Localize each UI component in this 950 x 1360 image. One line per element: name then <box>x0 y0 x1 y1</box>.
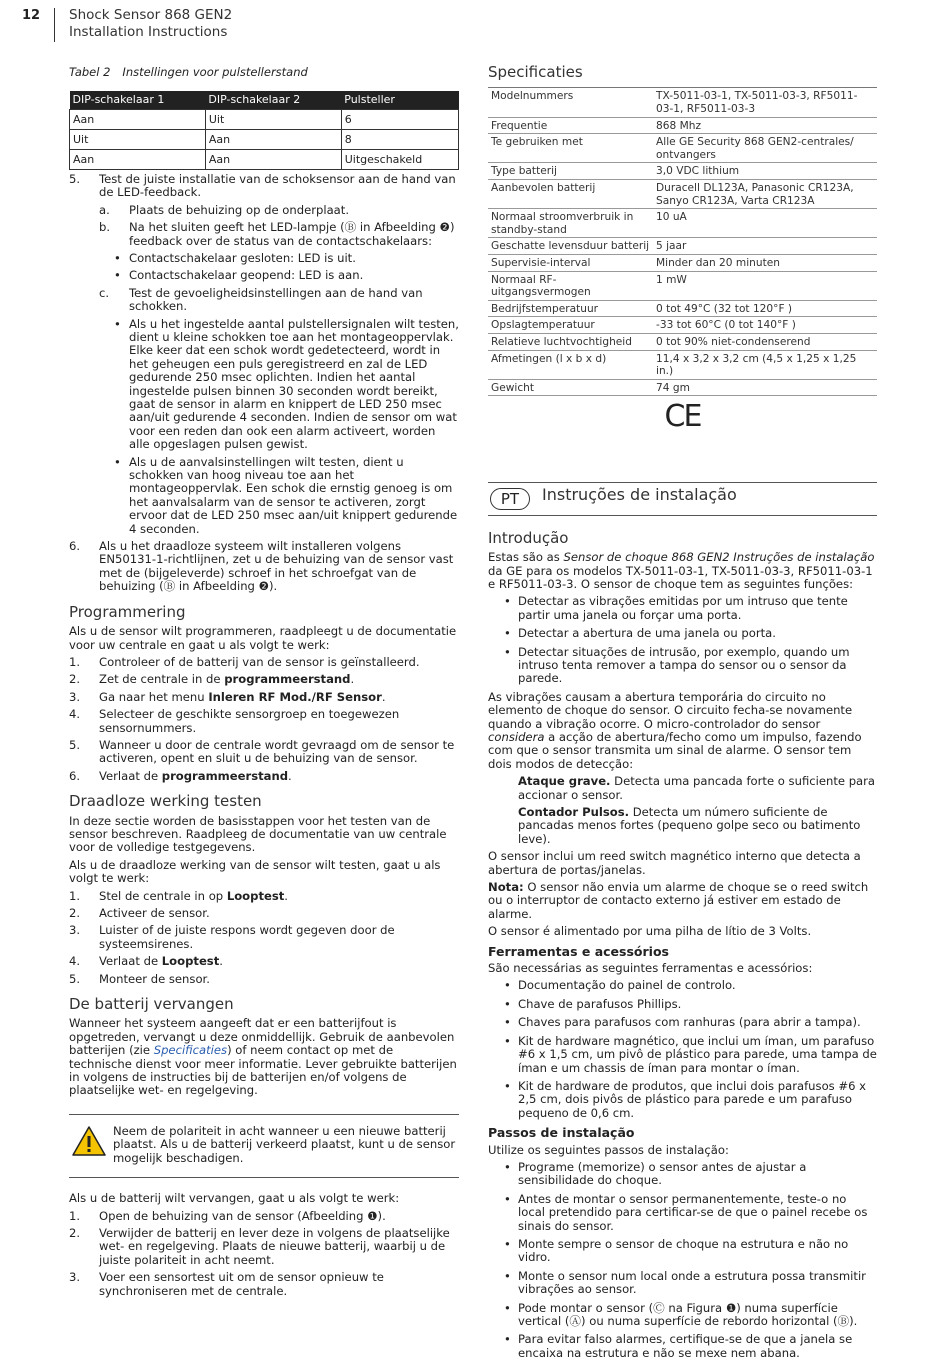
table-row: Aanbevolen batterij Duracell DL123A, Panasonic CR123A, Sanyo CR123A, Varta CR123A <box>488 179 877 208</box>
table-cell: 6 <box>341 109 458 129</box>
header-title: Shock Sensor 868 GEN2 <box>69 7 233 23</box>
paragraph: Als u de draadloze werking van de sensor wilt testen, gaat u als volgt te werk: <box>69 857 441 886</box>
table-cell: Uit <box>205 109 341 129</box>
language-section-header <box>488 482 877 516</box>
list-item: 6. Als u het draadloze systeem wilt installeren volgens EN50131-1-richtlijnen, zet u de behuizing van de sensor vast met de (bijgeleverde) schroef in het schroefgat van de behuizing (Ⓑ in Afbeelding ❷). <box>69 539 454 594</box>
specifications-table <box>488 87 877 396</box>
table-row <box>70 149 459 169</box>
list-item: • Pode montar o sensor (Ⓒ na Figura ❶) numa superfície vertical (Ⓐ) ou numa superfície de rebordo horizontal (Ⓑ). <box>488 1302 877 1329</box>
table-row <box>70 129 459 149</box>
list-item: • Para evitar falso alarmes, certifique-se de que a janela se encaixa na estrutura e não se mexe nem abana. <box>488 1333 877 1360</box>
list-item: 2. Zet de centrale in de programmeerstand. <box>69 672 355 687</box>
section-heading-specs: Specificaties <box>488 63 583 81</box>
table-row: Normaal RF-uitgangsvermogen 1 mW <box>488 271 877 300</box>
paragraph: O sensor inclui um reed switch magnético interno que detecta a abertura de portas/janelas. <box>488 849 861 877</box>
section-heading-testing: Draadloze werking testen <box>69 792 262 811</box>
list-item: 3. Luister of de juiste respons wordt gegeven door de systeemsirenes. <box>69 923 395 951</box>
list-item: 4. Selecteer de geschikte sensorgroep en toegewezen sensornummers. <box>69 707 400 735</box>
paragraph: Als u de batterij wilt vervangen, gaat u als volgt te werk: <box>69 1191 400 1206</box>
table-header-cell: DIP-schakelaar 1 <box>70 91 206 109</box>
table-row: Bedrijfstemperatuur 0 tot 49°C (32 tot 120°F ) <box>488 300 877 317</box>
paragraph: Wanneer het systeem aangeeft dat er een batterijfout is opgetreden, vervangt u deze onmiddellijk. Gebruik de aanbevolen batterijen (zie Specificaties) of neem contact op met de technische dienst voor meer informatie. Lever gebruikte batterijen in volgens de instructies bij de batterijen en/of volgens de plaatselijke wet- en regelgeving. <box>69 1016 457 1098</box>
list-item: • Contactschakelaar geopend: LED is aan. <box>69 269 459 282</box>
list-item: 5. Test de juiste installatie van de schoksensor aan de hand van de LED-feedback. <box>69 171 456 200</box>
install-steps <box>69 173 459 594</box>
table-cell: Aan <box>205 149 341 169</box>
table-row: Type batterij 3,0 VDC lithium <box>488 163 877 180</box>
paragraph: São necessárias as seguintes ferramentas e acessórios: <box>488 961 813 976</box>
list-item: 5. Wanneer u door de centrale wordt gevraagd om de sensor te activeren, opent en sluit u de behuizing van de sensor. <box>69 737 455 766</box>
list-item: • Antes de montar o sensor permanentemente, teste-o no local pretendido para certificar-se de que o painel recebe os sinais do sensor. <box>488 1193 877 1233</box>
page-number: 12 <box>22 8 41 23</box>
section-heading-tools: Ferramentas e acessórios <box>488 943 669 959</box>
list-item: • Monte o sensor num local onde a estrutura possa transmitir vibrações ao sensor. <box>488 1270 877 1297</box>
ce-mark-icon: CE <box>664 399 701 435</box>
section-heading-steps: Passos de instalação <box>488 1125 635 1141</box>
list-item: • Detectar a abertura de uma janela ou porta. <box>488 627 877 640</box>
table-row <box>70 109 459 129</box>
table-row: Relatieve luchtvochtigheid 0 tot 90% niet-condenserend <box>488 333 877 350</box>
paragraph: As vibrações causam a abertura temporária do circuito no elemento de choque do sensor. O circuito fecha-se novamente quando a vibração ocorre. O micro-controlador do sensor considera a acção de abertura/fecho como um impulso, fazendo com que o sensor transmita um sinal de alarme. O sensor tem dois modos de detecção: <box>488 689 862 771</box>
table-cell: Aan <box>70 149 206 169</box>
table-row: Opslagtemperatuur -33 tot 60°C (0 tot 140°F ) <box>488 317 877 334</box>
list-item: • Detectar situações de intrusão, por exemplo, quando um intruso tenta remover a tampa do sensor ou o sensor da parede. <box>488 646 877 686</box>
language-section-title: Instruções de instalação <box>542 484 737 504</box>
list-item: • Programe (memorize) o sensor antes de ajustar a sensibilidade do choque. <box>488 1161 877 1188</box>
table-row: Supervisie-interval Minder dan 20 minuten <box>488 254 877 271</box>
paragraph: Utilize os seguintes passos de instalação: <box>488 1142 729 1157</box>
list-item: 2. Activeer de sensor. <box>69 906 210 920</box>
section-heading-intro: Introdução <box>488 528 569 547</box>
paragraph: In deze sectie worden de basisstappen voor het testen van de sensor beschreven. Raadpleeg de documentatie van uw centrale voor de volledige testgegevens. <box>69 813 447 855</box>
list-item: 5. Monteer de sensor. <box>69 971 210 986</box>
list-item: • Detectar as vibrações emitidas por um intruso que tente partir uma janela ou forçar uma porta. <box>488 595 877 622</box>
warning-box <box>69 1114 459 1178</box>
list-item: b. Na het sluiten geeft het LED-lampje (Ⓑ in Afbeelding ❷) feedback over de status van de contactschakelaars: <box>99 220 455 248</box>
table-cell: Uit <box>70 129 206 149</box>
mode-description: Ataque grave. Detecta uma pancada forte o suficiente para accionar o sensor. <box>518 774 876 802</box>
table-header-row <box>70 91 459 109</box>
list-item: 3. Ga naar het menu Inleren RF Mod./RF Sensor. <box>69 689 386 704</box>
language-badge: PT <box>490 488 530 510</box>
table-row: Geschatte levensduur batterij 5 jaar <box>488 238 877 255</box>
table-row: Te gebruiken met Alle GE Security 868 GEN2-centrales/ ontvangers <box>488 134 877 163</box>
testing-steps <box>69 890 459 986</box>
list-item: c. Test de gevoeligheidsinstellingen aan de hand van schokken. <box>99 285 423 314</box>
table-row: Frequentie 868 Mhz <box>488 117 877 134</box>
table-cell: Aan <box>205 129 341 149</box>
list-item: • Kit de hardware magnético, que inclui um íman, um parafuso #6 x 1,5 cm, um pivô de plástico para parede, uma tampa de íman e um chassis de íman para montar o íman. <box>488 1035 877 1075</box>
page-header <box>69 7 232 40</box>
list-item: a. Plaats de behuizing op de onderplaat. <box>99 202 350 217</box>
table-row: Gewicht 74 gm <box>488 379 877 396</box>
warning-icon <box>71 1125 107 1157</box>
header-divider <box>54 8 55 42</box>
list-item: 1. Stel de centrale in op Looptest. <box>69 888 288 903</box>
list-item: • Chave de parafusos Phillips. <box>488 998 877 1011</box>
replace-steps <box>69 1210 459 1298</box>
table-caption: Tabel 2 Instellingen voor pulstellerstand <box>69 65 308 79</box>
list-item: • Monte sempre o sensor de choque na estrutura e não no vidro. <box>488 1238 877 1265</box>
list-item: 2. Verwijder de batterij en lever deze in volgens de plaatselijke wet- en regelgeving. Plaats de nieuwe batterij, waarbij u de juiste polariteit in acht neemt. <box>69 1225 450 1267</box>
list-item: • Als u de aanvalsinstellingen wilt testen, dient u schokken van hoog niveau toe aan het montageoppervlak. Een schok die ernstig genoeg is om het aanvalsalarm van de sensor te activeren, zorgt ervoor dat de LED 250 msec aan/uit knippert gedurende 4 seconden. <box>69 456 459 536</box>
paragraph: Estas são as Sensor de choque 868 GEN2 Instruções de instalação da GE para os modelos TX-5011-03-1, TX-5011-03-3, RF5011-03-1 e RF5011-03-3. O sensor de choque tem as seguintes funções: <box>488 550 875 591</box>
list-item: • Contactschakelaar gesloten: LED is uit. <box>69 252 459 265</box>
list-item: • Kit de hardware de produtos, que inclui dois parafusos #6 x 2,5 cm, dois pivôs de plástico para parede e um parafuso pequeno de 0,6 cm. <box>488 1080 877 1120</box>
section-heading-battery: De batterij vervangen <box>69 995 234 1014</box>
left-column <box>69 66 459 1302</box>
list-item: 3. Voer een sensortest uit om de sensor opnieuw te synchroniseren met de centrale. <box>69 1270 384 1298</box>
list-item: 1. Open de behuizing van de sensor (Afbeelding ❶). <box>69 1208 386 1223</box>
mode-description: Contador Pulsos. Detecta um número suficiente de pancadas menos fortes (pequeno golpe seco ou batimento leve). <box>518 805 861 846</box>
warning-text: Neem de polariteit in acht wanneer u een nieuwe batterij plaatst. Als u de batterij verkeerd plaatst, kunt u de sensor mogelijk beschadigen. <box>113 1123 456 1165</box>
list-item: • Chaves para parafusos com ranhuras (para abrir a tampa). <box>488 1016 877 1029</box>
list-item: • Documentação do painel de controlo. <box>488 979 877 992</box>
table-header-cell: DIP-schakelaar 2 <box>205 91 341 109</box>
programming-steps <box>69 656 459 783</box>
paragraph: Als u de sensor wilt programmeren, raadpleegt u de documentatie voor uw centrale en gaat u als volgt te werk: <box>69 624 457 652</box>
dip-switch-table <box>69 91 459 170</box>
table-cell: 8 <box>341 129 458 149</box>
table-cell: Uitgeschakeld <box>341 149 458 169</box>
list-item: 4. Verlaat de Looptest. <box>69 954 223 969</box>
right-column <box>488 63 877 1360</box>
specifications-link[interactable]: Specificaties <box>153 1043 228 1058</box>
list-item: 1. Controleer of de batterij van de sensor is geïnstalleerd. <box>69 654 420 669</box>
list-item: 6. Verlaat de programmeerstand. <box>69 768 292 783</box>
table-row: Afmetingen (l x b x d) 11,4 x 3,2 x 3,2 cm (4,5 x 1,25 x 1,25 in.) <box>488 350 877 379</box>
paragraph: O sensor é alimentado por uma pilha de lítio de 3 Volts. <box>488 924 812 939</box>
header-subtitle: Installation Instructions <box>69 23 228 40</box>
note: Nota: O sensor não envia um alarme de choque se o reed switch ou o interruptor de contacto externo já estiver em estado de alarme. <box>488 880 869 921</box>
list-item: • Als u het ingestelde aantal pulstellersignalen wilt testen, dient u kleine schokken toe aan het montageoppervlak. Elke keer dat een schok wordt gedetecteerd, wordt in het geheugen een puls geregistreerd en zal de LED gedurende 250 msec oplichten. Indien het aantal ingestelde pulsen binnen 30 seconden wordt bereikt, gaat de sensor in alarm en knippert de LED 250 msec aan/uit gedurende 4 seconden. Indien de sensor om wat voor een reden dan ook een alarm activeert, worden alle opgeslagen pulsen gewist. <box>69 318 459 452</box>
table-header-cell: Pulsteller <box>341 91 458 109</box>
table-row: Normaal stroomverbruik in standby-stand 10 uA <box>488 209 877 238</box>
table-row: Modelnummers TX-5011-03-1, TX-5011-03-3, RF5011-03-1, RF5011-03-3 <box>488 88 877 117</box>
table-cell: Aan <box>70 109 206 129</box>
section-heading-programming: Programmering <box>69 602 186 621</box>
